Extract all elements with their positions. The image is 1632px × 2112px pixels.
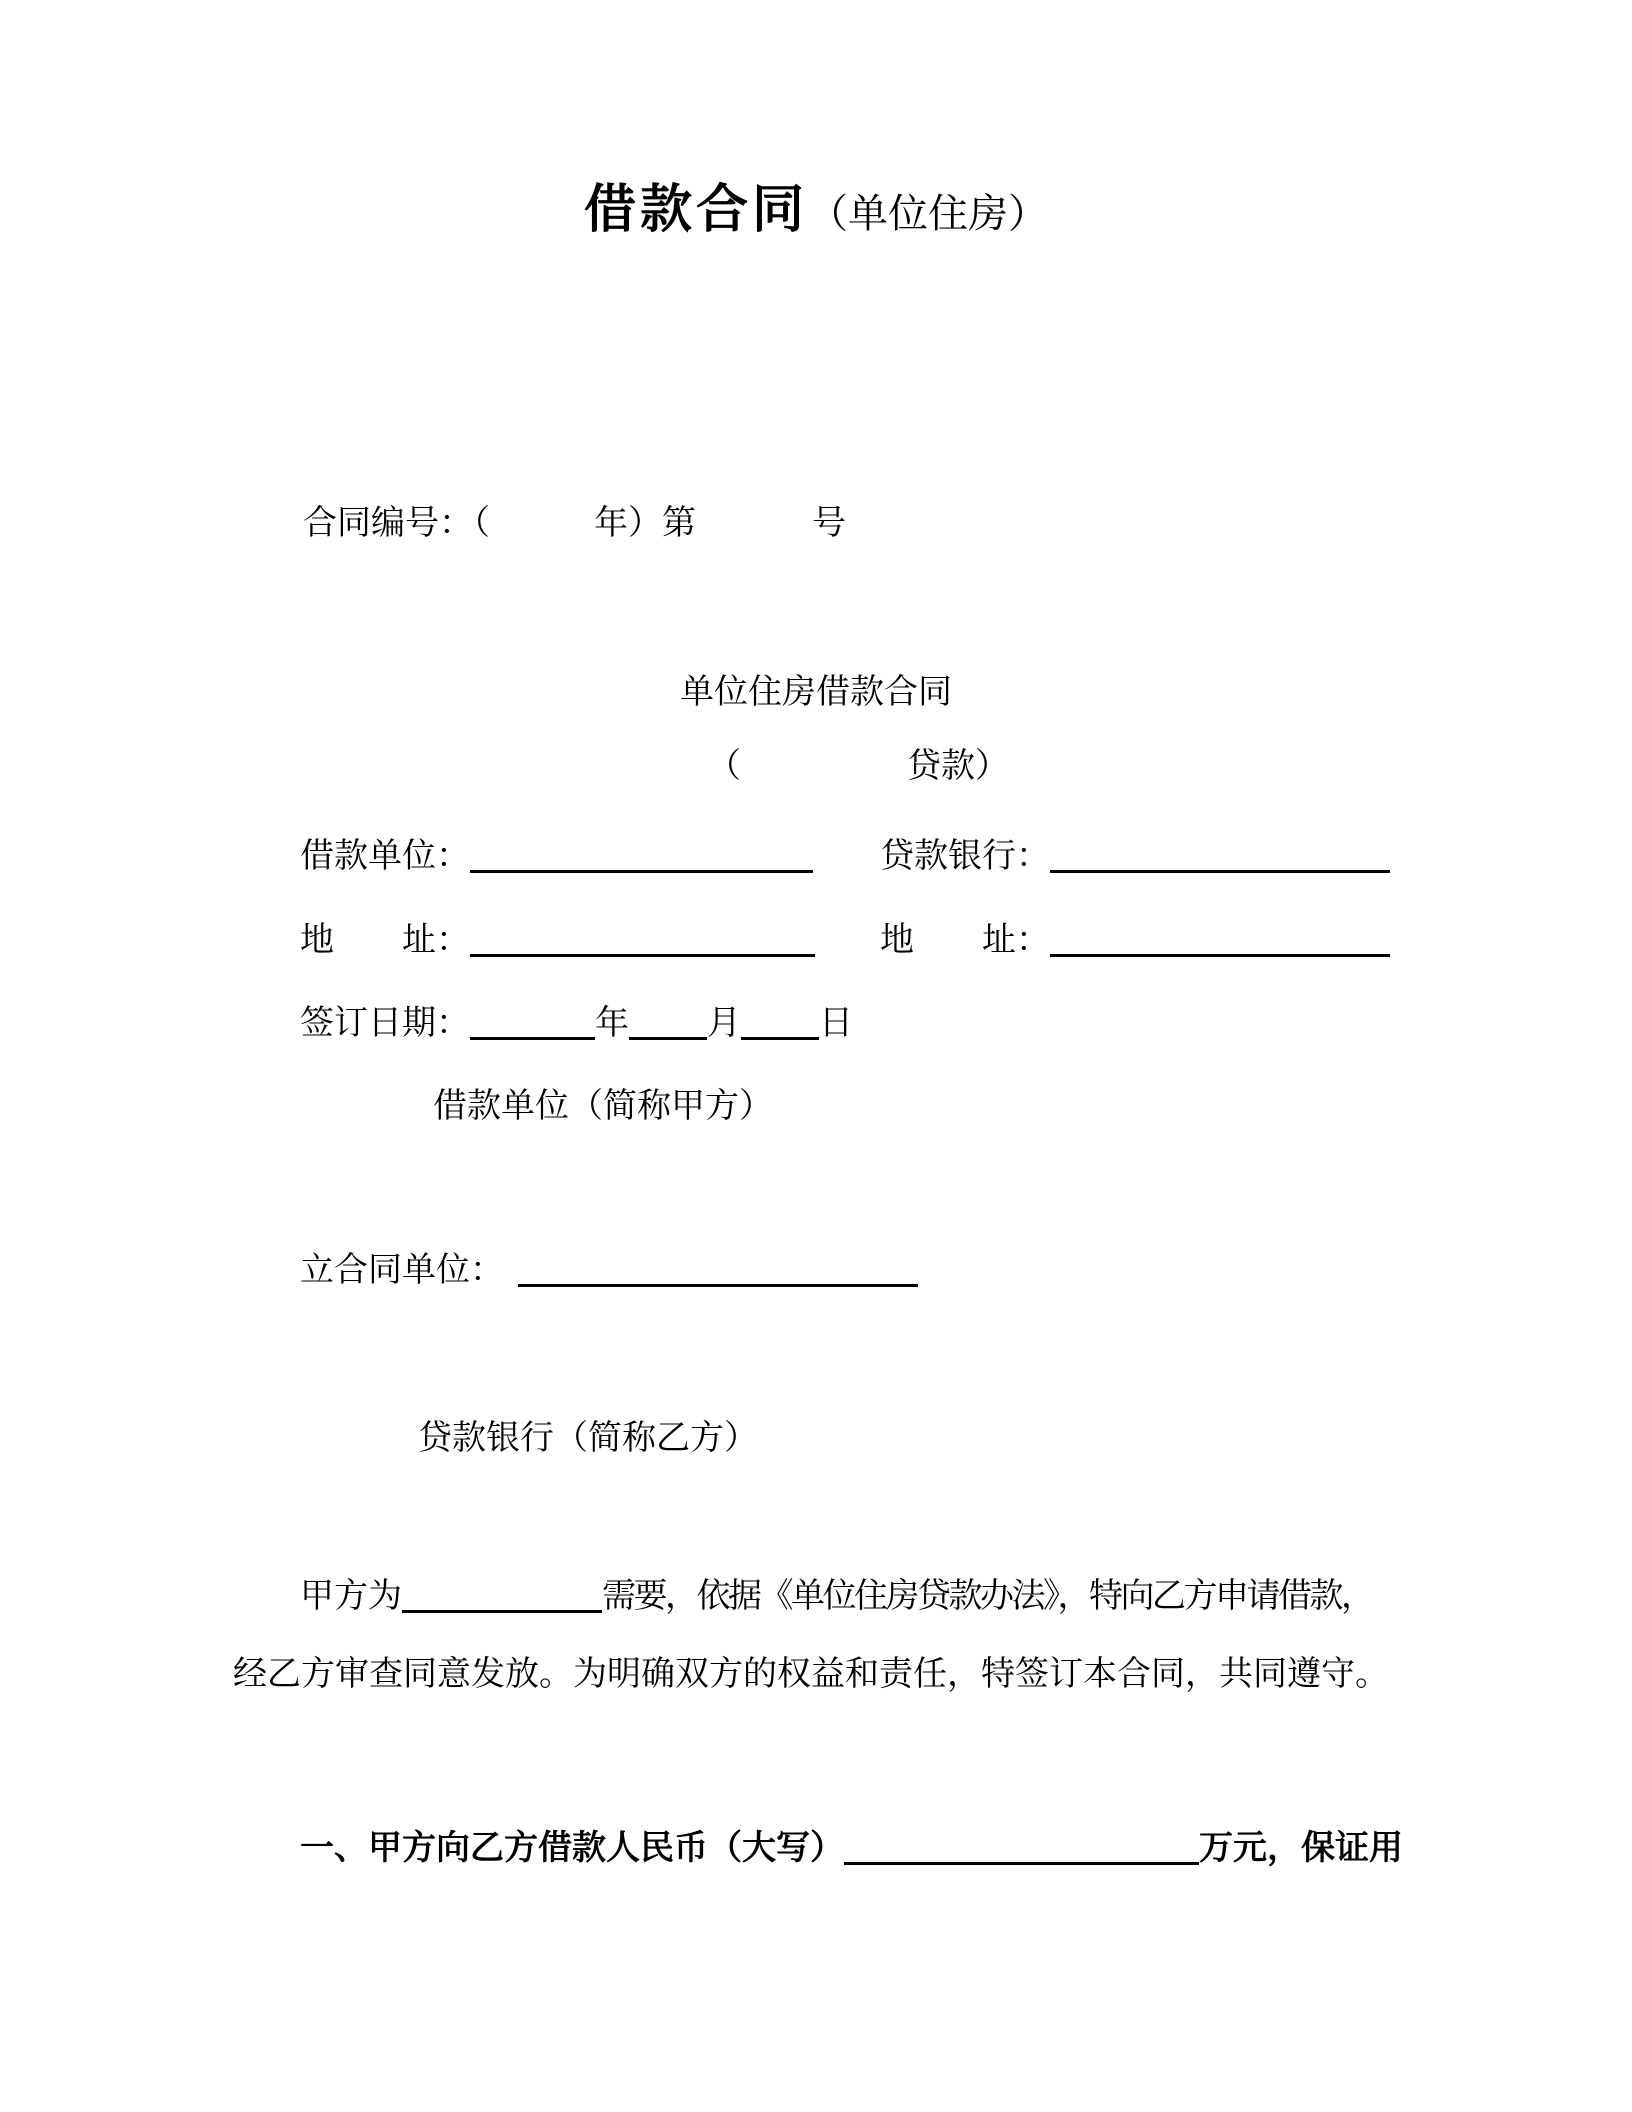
loan-type-line (707, 746, 1009, 789)
title-subtitle: （单位住房） (808, 191, 1048, 236)
sign-date-year: 年 (595, 1005, 629, 1042)
blank-sign-month[interactable] (629, 1007, 707, 1040)
lender-line (880, 836, 1390, 879)
sign-date-label: 签订日期： (300, 1005, 470, 1042)
blank-borrower-name[interactable] (470, 840, 813, 873)
title-main: 借款合同 (583, 182, 808, 239)
party-a-heading (433, 1086, 773, 1129)
document-title (0, 178, 1632, 243)
blank-sign-year[interactable] (470, 1007, 595, 1040)
blank-contract-unit[interactable] (518, 1254, 918, 1287)
lender-address-label-rest: 址： (982, 922, 1050, 959)
subtitle-text: 单位住房借款合同 (680, 674, 952, 711)
contract-number-end: 号 (812, 505, 846, 542)
subtitle-line (0, 672, 1632, 715)
party-b-heading (418, 1418, 758, 1461)
blank-loan-amount[interactable] (844, 1832, 1199, 1865)
blank-lender-address[interactable] (1050, 924, 1390, 957)
contract-unit-line (300, 1250, 918, 1293)
borrower-address-label-first: 地 (300, 922, 334, 959)
contract-number-line (303, 503, 846, 546)
contract-number-paren-open: （ (473, 505, 490, 542)
sign-date-day: 日 (819, 1005, 853, 1042)
party-a-heading-text: 借款单位（简称甲方） (433, 1088, 773, 1125)
loan-type-close: 贷款） (907, 748, 1009, 785)
borrower-line (300, 836, 813, 879)
blank-sign-day[interactable] (741, 1007, 819, 1040)
body-paragraph-line2 (233, 1654, 1389, 1697)
clause-one-prefix: 一、甲方向乙方借款人民币（大写） (300, 1830, 844, 1867)
paragraph-line2-text: 经乙方审查同意发放。为明确双方的权益和责任，特签订本合同，共同遵守。 (233, 1656, 1389, 1693)
sign-date-line (300, 1003, 853, 1046)
party-b-heading-text: 贷款银行（简称乙方） (418, 1420, 758, 1457)
borrower-address-line (300, 920, 815, 963)
loan-type-paren-open: （ (707, 748, 741, 785)
contract-unit-label: 立合同单位： (300, 1252, 504, 1289)
body-paragraph-line1 (300, 1576, 1373, 1619)
lender-label: 贷款银行： (880, 838, 1050, 875)
paragraph-prefix: 甲方为 (300, 1578, 402, 1615)
clause-one-suffix: 万元，保证用 (1199, 1830, 1403, 1867)
sign-date-month: 月 (707, 1005, 741, 1042)
blank-lender-name[interactable] (1050, 840, 1390, 873)
blank-borrower-address[interactable] (470, 924, 815, 957)
lender-address-label-first: 地 (880, 922, 914, 959)
clause-one-line (300, 1828, 1403, 1871)
borrower-address-label-rest: 址： (402, 922, 470, 959)
contract-number-label: 合同编号： (303, 505, 473, 542)
paragraph-after-blank: 需要，依据《单位住房贷款办法》，特向乙方申请借款， (602, 1578, 1373, 1615)
blank-loan-purpose[interactable] (402, 1580, 602, 1613)
lender-address-line (880, 920, 1390, 963)
contract-number-mid: 年）第 (594, 505, 696, 542)
borrower-label: 借款单位： (300, 838, 470, 875)
